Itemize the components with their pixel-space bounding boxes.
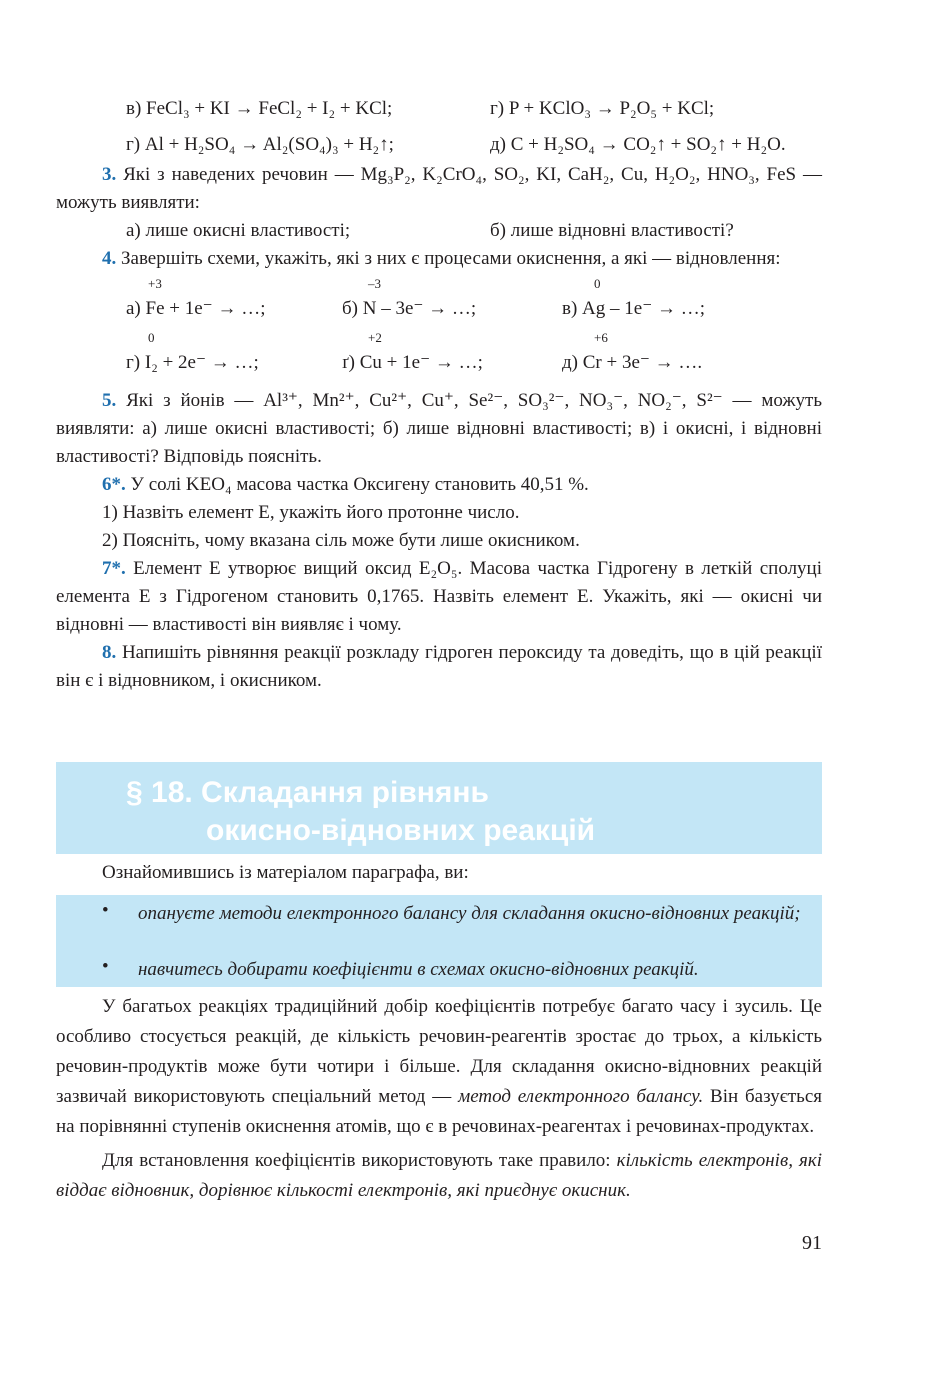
rule-text: кількість електронів, які віддає відновник, дорівнює кількості електронів, які приєднує окисник.	[56, 1150, 822, 1201]
exercise-4-row-2	[56, 327, 822, 381]
oxidation-state: +2	[368, 330, 382, 345]
bullet-icon: •	[102, 900, 109, 921]
exercise-4-item-d: +6 д) Cr + 3e⁻ → ….	[562, 330, 703, 373]
exercise-2-g-right: г) P + KClO₃ → P₂O₅ + KCl;	[490, 98, 715, 119]
goals-box	[56, 895, 822, 987]
exercise-2-d: д) C + H₂SO₄ → CO₂↑ + SO₂↑ + H₂O.	[490, 134, 786, 155]
exercise-8-number: 8.	[102, 642, 117, 663]
goals-intro: Ознайомившись із матеріалом параграфа, ви:	[102, 862, 469, 883]
exercise-3	[56, 161, 822, 217]
body-text	[56, 992, 822, 1206]
page-content	[56, 95, 822, 695]
exercise-3-b: б) лише відновні властивості?	[490, 220, 734, 241]
exercise-7	[56, 555, 822, 639]
exercise-5-text: Які з йонів — Al³⁺, Mn²⁺, Cu²⁺, Cu⁺, Se²⁻, SO₃²⁻, NO₃⁻, NO₂⁻, S²⁻ — можуть виявляти: а) лише окисні властивості; б) лише відновні властивості; в) і окисні, і відновні властивості? Відповідь поясніть.	[56, 390, 822, 467]
oxidation-state: 0	[148, 330, 155, 345]
section-title-line-2: окисно-відновних реакцій	[206, 814, 596, 847]
body-paragraph-1: У багатьох реакціях традиційний добір коефіцієнтів потребує багато часу і зусиль. Це особливо стосується реакцій, де кількість речовин-реагентів зростає до трьох, а кількість речовин-продуктів може бути чотири і більше. Для складання окисно-відновних реакцій зазвичай використовують спеціальний метод — метод електронного балансу. Він базується на порівнянні ступенів окиснення атомів, що є в речовинах-реагентах і речовинах-продуктах.	[56, 996, 823, 1137]
exercise-4-item-g: 0 г) I₂ + 2e⁻ → …;	[126, 330, 259, 373]
exercise-2-row-1	[56, 95, 822, 123]
section-header	[56, 762, 822, 854]
term-electron-balance: метод електронного балансу.	[458, 1086, 704, 1107]
exercise-6-q1: 1) Назвіть елемент E, укажіть його протонне число.	[102, 502, 520, 523]
body-paragraph-2: Для встановлення коефіцієнтів використовують таке правило: кількість електронів, які віддає відновник, дорівнює кількості електронів, які приєднує окисник.	[56, 1150, 822, 1201]
exercise-4-item-v: 0 в) Ag – 1e⁻ → …;	[562, 276, 706, 319]
oxidation-state: +3	[148, 276, 162, 291]
oxidation-state: –3	[368, 276, 381, 291]
exercise-3-text: Які з наведених речовин — Mg₃P₂, K₂CrO₄, SO₂, KI, CaH₂, Cu, H₂O₂, HNO₃, FeS — можуть виявляти:	[56, 164, 822, 213]
exercise-4-item-gg: +2 ґ) Cu + 1e⁻ → …;	[342, 330, 483, 373]
goal-item-2: навчитесь добирати коефіцієнти в схемах окисно-відновних реакцій.	[138, 959, 699, 980]
exercise-6	[56, 471, 822, 499]
exercise-4-row-1	[56, 273, 822, 327]
section-title-line-1: § 18. Складання рівнянь	[126, 776, 489, 809]
exercise-6-text: У солі KEO₄ масова частка Оксигену становить 40,51 %.	[130, 474, 589, 495]
exercise-4-text: Завершіть схеми, укажіть, які з них є процесами окиснення, а які — відновлення:	[121, 248, 781, 269]
exercise-3-a: а) лише окисні властивості;	[126, 220, 351, 241]
exercise-8-text: Напишіть рівняння реакції розкладу гідроген пероксиду та доведіть, що в цій реакції він є і відновником, і окисником.	[56, 642, 822, 691]
exercise-4-item-b: –3 б) N – 3e⁻ → …;	[342, 276, 477, 319]
exercise-2-row-2	[56, 131, 822, 159]
exercise-2-v: в) FeCl₃ + KI → FeCl₂ + I₂ + KCl;	[126, 98, 393, 119]
exercise-7-number: 7*.	[102, 558, 126, 579]
exercise-2-g-left: г) Al + H₂SO₄ → Al₂(SO₄)₃ + H₂↑;	[126, 134, 394, 155]
exercise-5-number: 5.	[102, 390, 117, 411]
exercise-6-number: 6*.	[102, 474, 126, 495]
exercise-3-number: 3.	[102, 164, 117, 185]
exercise-5	[56, 387, 822, 471]
exercise-4	[56, 245, 822, 273]
oxidation-state: 0	[594, 276, 601, 291]
exercise-7-text: Елемент E утворює вищий оксид E₂O₅. Масова частка Гідрогену в леткій сполуці елемента E з Гідрогеном становить 0,1765. Назвіть елемент E. Укажіть, які — окисні чи відновні — властивості він виявляє і чому.	[56, 558, 822, 635]
exercise-4-number: 4.	[102, 248, 117, 269]
exercise-6-q2: 2) Поясніть, чому вказана сіль може бути лише окисником.	[102, 530, 580, 551]
section-title	[126, 774, 595, 850]
exercise-8	[56, 639, 822, 695]
goal-item-1: опануєте методи електронного балансу для складання окисно-відновних реакцій;	[138, 903, 801, 924]
exercise-3-options	[56, 217, 822, 245]
exercise-4-item-a: +3 а) Fe + 1e⁻ → …;	[126, 276, 266, 319]
page-number: 91	[802, 1232, 822, 1254]
bullet-icon: •	[102, 956, 109, 977]
oxidation-state: +6	[594, 330, 608, 345]
